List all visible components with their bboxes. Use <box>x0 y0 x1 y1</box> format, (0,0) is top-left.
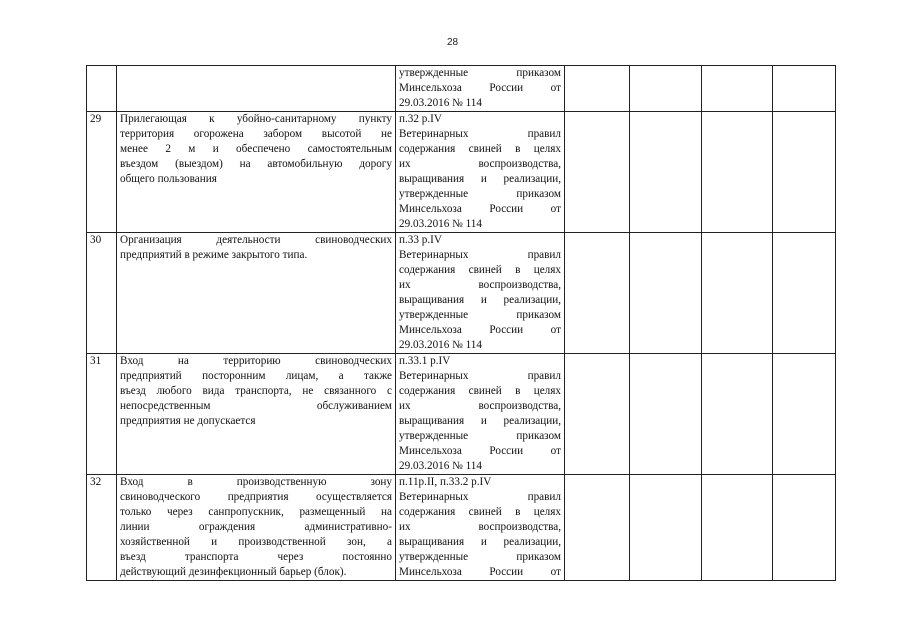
empty-cell-2 <box>630 354 702 475</box>
description-line: только через санпропускник, размещенный на <box>120 506 392 518</box>
row-number: 30 <box>87 233 117 354</box>
empty-cell-3 <box>702 354 773 475</box>
reference-clause: п.11р.II, п.33.2 р.IV <box>399 476 492 488</box>
empty-cell-4 <box>773 66 836 112</box>
reference-line: утвержденные приказом <box>399 309 561 321</box>
page-number: 28 <box>446 37 459 48</box>
description-line: предприятия не допускается <box>120 415 256 427</box>
empty-cell-4 <box>773 475 836 581</box>
description-line: Организация деятельности свиноводческих <box>120 234 392 246</box>
requirement-description <box>117 354 396 475</box>
reference-line: содержания свиней в целях <box>399 506 561 518</box>
empty-cell-3 <box>702 66 773 112</box>
reference-line: содержания свиней в целях <box>399 264 561 276</box>
regulation-reference <box>396 475 565 581</box>
regulation-reference <box>396 112 565 233</box>
reference-line: Минсельхоза России от <box>399 324 561 336</box>
requirement-description <box>117 112 396 233</box>
empty-cell-1 <box>565 475 630 581</box>
reference-line: Ветеринарных правил <box>399 370 561 382</box>
empty-cell-3 <box>702 112 773 233</box>
row-number <box>87 66 117 112</box>
table-row <box>87 112 836 233</box>
reference-line: содержания свиней в целях <box>399 143 561 155</box>
description-line: хозяйственной и производственной зон, а <box>120 536 392 548</box>
table-row <box>87 66 836 112</box>
description-line: менее 2 м и обеспечено самостоятельным <box>120 143 392 155</box>
reference-line: утвержденные приказом <box>399 67 561 79</box>
description-line: Вход в производственную зону <box>120 476 392 488</box>
empty-cell-4 <box>773 354 836 475</box>
reference-line: выращивания и реализации, <box>399 415 561 427</box>
description-line: въездом (выездом) на автомобильную дорогу <box>120 158 392 170</box>
table-row <box>87 354 836 475</box>
reference-line: выращивания и реализации, <box>399 173 561 185</box>
description-line: въезд любого вида транспорта, не связанного с <box>120 385 392 397</box>
reference-line: Ветеринарных правил <box>399 249 561 261</box>
reference-line: утвержденные приказом <box>399 188 561 200</box>
reference-clause: п.32 р.IV <box>399 113 442 125</box>
regulation-reference <box>396 233 565 354</box>
reference-line: их воспроизводства, <box>399 158 561 170</box>
empty-cell-2 <box>630 233 702 354</box>
description-line: свиноводческого предприятия осуществляется <box>120 491 392 503</box>
requirement-description <box>117 66 396 112</box>
reference-line: выращивания и реализации, <box>399 294 561 306</box>
reference-line: 29.03.2016 № 114 <box>399 339 482 351</box>
description-line: предприятий в режиме закрытого типа. <box>120 249 308 261</box>
reference-line: их воспроизводства, <box>399 521 561 533</box>
reference-line: Минсельхоза России от <box>399 82 561 94</box>
description-line: территория огорожена забором высотой не <box>120 128 392 140</box>
reference-line: 29.03.2016 № 114 <box>399 218 482 230</box>
reference-line: их воспроизводства, <box>399 400 561 412</box>
requirements-table <box>86 65 836 581</box>
reference-line: утвержденные приказом <box>399 551 561 563</box>
description-line: линии ограждения административно- <box>120 521 392 533</box>
regulation-reference <box>396 354 565 475</box>
reference-line: содержания свиней в целях <box>399 385 561 397</box>
reference-line: Минсельхоза России от <box>399 445 561 457</box>
reference-line: их воспроизводства, <box>399 279 561 291</box>
empty-cell-4 <box>773 112 836 233</box>
regulation-reference <box>396 66 565 112</box>
description-line: общего пользования <box>120 173 217 185</box>
requirement-description <box>117 475 396 581</box>
description-line: предприятий посторонним лицам, а также <box>120 370 392 382</box>
table-row <box>87 475 836 581</box>
reference-line: Минсельхоза России от <box>399 566 561 578</box>
empty-cell-4 <box>773 233 836 354</box>
row-number: 32 <box>87 475 117 581</box>
empty-cell-3 <box>702 475 773 581</box>
reference-line: утвержденные приказом <box>399 430 561 442</box>
reference-line: Ветеринарных правил <box>399 491 561 503</box>
description-line: непосредственным обслуживанием <box>120 400 392 412</box>
empty-cell-2 <box>630 66 702 112</box>
description-line: Прилегающая к убойно-санитарному пункту <box>120 113 392 125</box>
row-number: 29 <box>87 112 117 233</box>
table-row <box>87 233 836 354</box>
reference-line: выращивания и реализации, <box>399 536 561 548</box>
empty-cell-2 <box>630 475 702 581</box>
row-number: 31 <box>87 354 117 475</box>
empty-cell-1 <box>565 66 630 112</box>
description-line: действующий дезинфекционный барьер (блок). <box>120 566 347 578</box>
empty-cell-3 <box>702 233 773 354</box>
description-line: Вход на территорию свиноводческих <box>120 355 392 367</box>
reference-clause: п.33.1 р.IV <box>399 355 451 367</box>
reference-clause: п.33 р.IV <box>399 234 442 246</box>
reference-line: 29.03.2016 № 114 <box>399 97 482 109</box>
requirement-description <box>117 233 396 354</box>
reference-line: Минсельхоза России от <box>399 203 561 215</box>
empty-cell-1 <box>565 112 630 233</box>
description-line: въезд транспорта через постоянно <box>120 551 392 563</box>
reference-line: Ветеринарных правил <box>399 128 561 140</box>
empty-cell-1 <box>565 233 630 354</box>
reference-line: 29.03.2016 № 114 <box>399 460 482 472</box>
empty-cell-2 <box>630 112 702 233</box>
empty-cell-1 <box>565 354 630 475</box>
